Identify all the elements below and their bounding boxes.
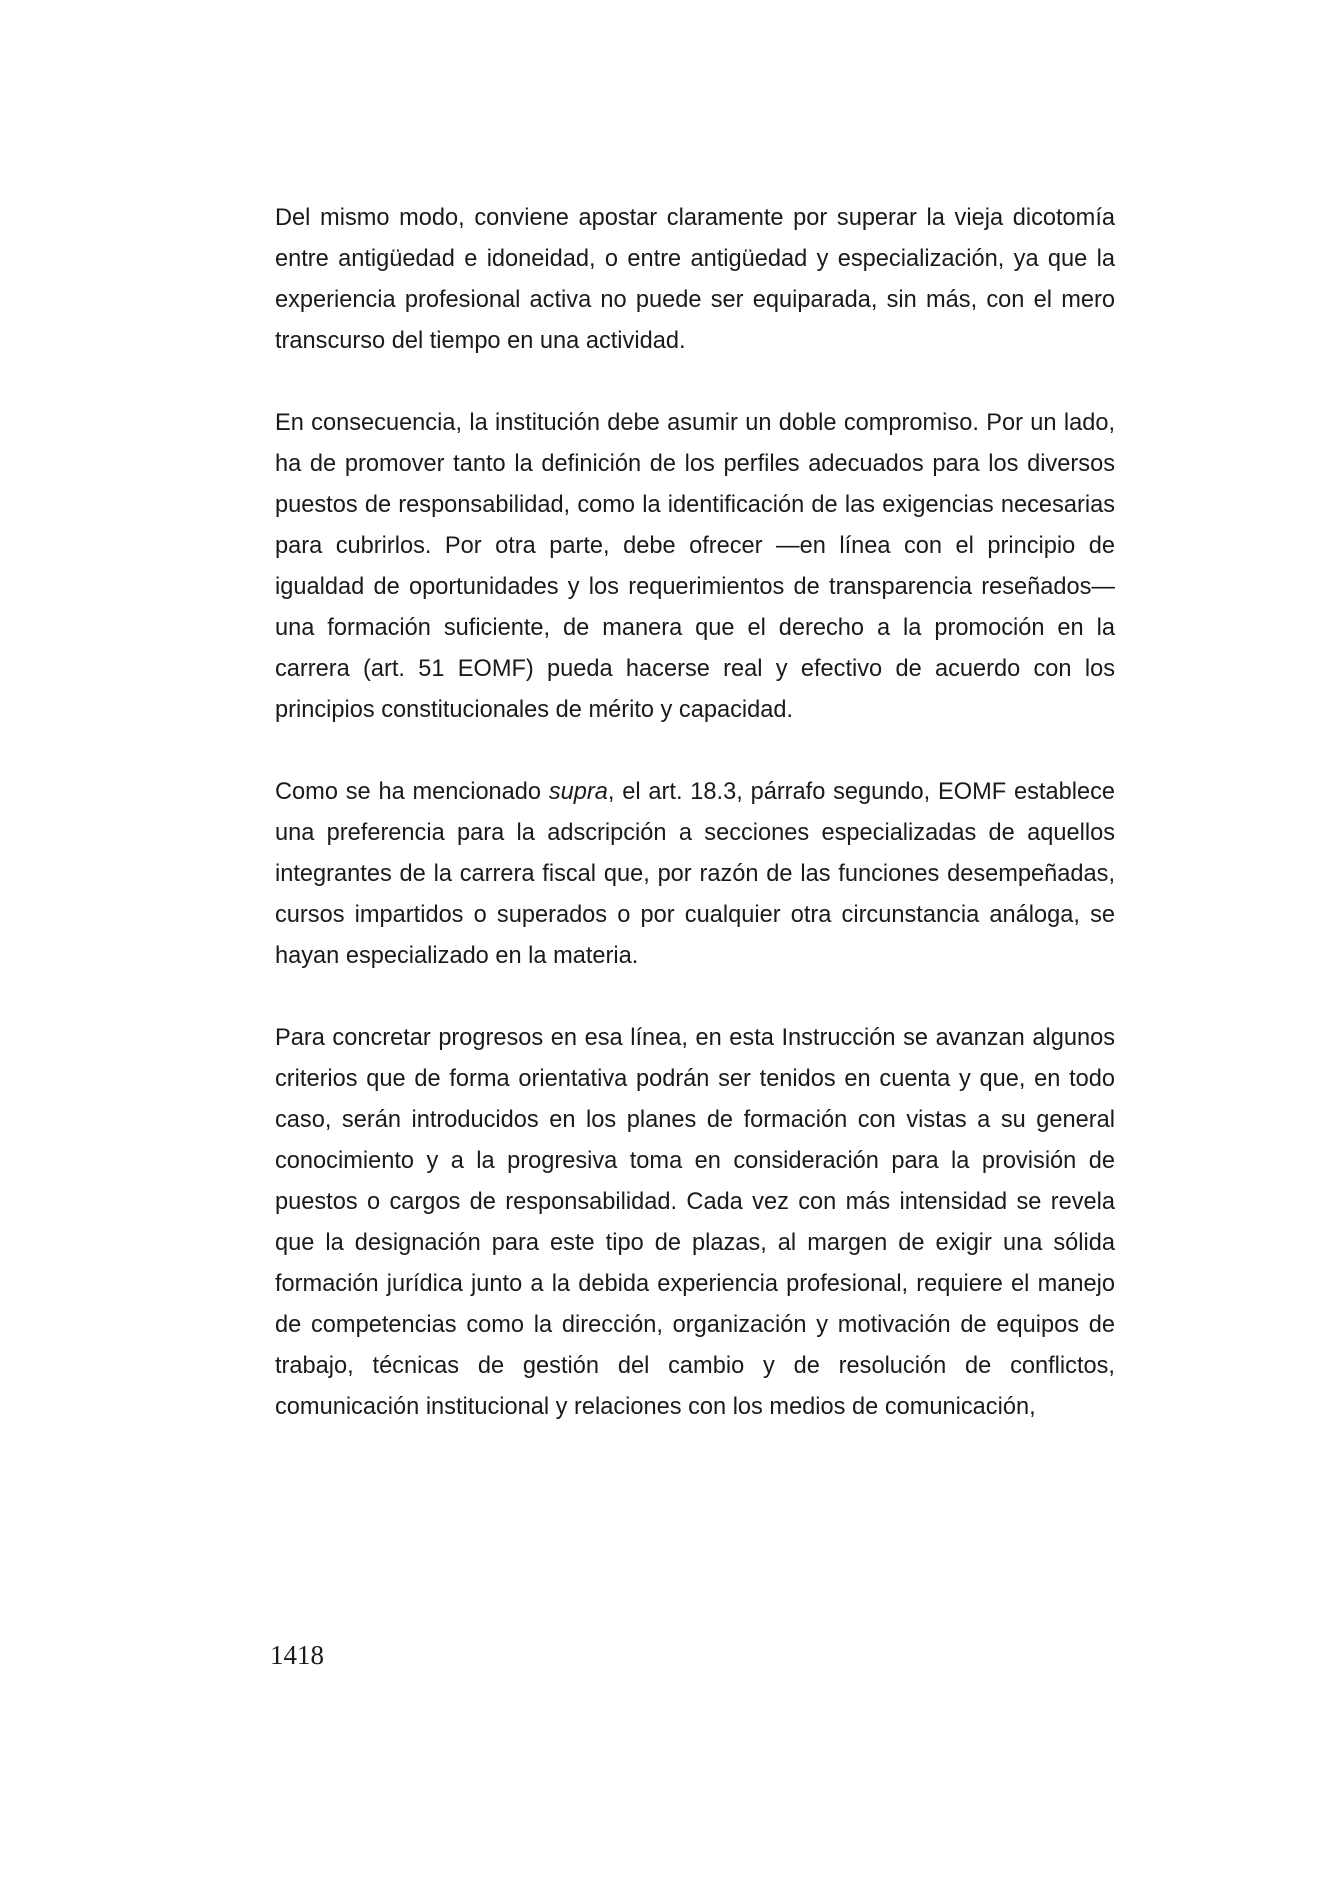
paragraph-1 (275, 198, 1115, 362)
paragraph-3 (275, 772, 1115, 977)
paragraph-4 (275, 1018, 1115, 1428)
paragraph-3-text-end: , el art. 18.3, párrafo segundo, EOMF establece una preferencia para la adscripción a secciones especializadas de aquellos integrantes de la carrera fiscal que, por razón de las funciones desempeñadas, cursos impartidos o superados o por cualquier otra circunstancia análoga, se hayan especializado en la materia. (275, 779, 1115, 969)
paragraph-2 (275, 403, 1115, 731)
paragraph-3-text-start: Como se ha mencionado (275, 779, 549, 805)
paragraph-2-text: En consecuencia, la institución debe asumir un doble compromiso. Por un lado, ha de promover tanto la definición de los perfiles adecuados para los diversos puestos de responsabilidad, como la identificación de las exigencias necesarias para cubrirlos. Por otra parte, debe ofrecer —en línea con el principio de igualdad de oportunidades y los requerimientos de transparencia reseñados— una formación suficiente, de manera que el derecho a la promoción en la carrera (art. 51 EOMF) pueda hacerse real y efectivo de acuerdo con los principios constitucionales de mérito y capacidad. (275, 410, 1115, 723)
paragraph-3-italic-term: supra (548, 779, 608, 805)
body-text (275, 198, 1115, 1428)
page-number: 1418 (270, 1640, 324, 1670)
paragraph-4-text: Para concretar progresos en esa línea, en esta Instrucción se avanzan algunos criterios que de forma orientativa podrán ser tenidos en cuenta y que, en todo caso, serán introducidos en los planes de formación con vistas a su general conocimiento y a la progresiva toma en consideración para la provisión de puestos o cargos de responsabilidad. Cada vez con más intensidad se revela que la designación para este tipo de plazas, al margen de exigir una sólida formación jurídica junto a la debida experiencia profesional, requiere el manejo de competencias como la dirección, organización y motivación de equipos de trabajo, técnicas de gestión del cambio y de resolución de conflictos, comunicación institucional y relaciones con los medios de comunicación, (275, 1025, 1115, 1420)
paragraph-1-text: Del mismo modo, conviene apostar claramente por superar la vieja dicotomía entre antigüedad e idoneidad, o entre antigüedad y especialización, ya que la experiencia profesional activa no puede ser equiparada, sin más, con el mero transcurso del tiempo en una actividad. (275, 205, 1115, 354)
